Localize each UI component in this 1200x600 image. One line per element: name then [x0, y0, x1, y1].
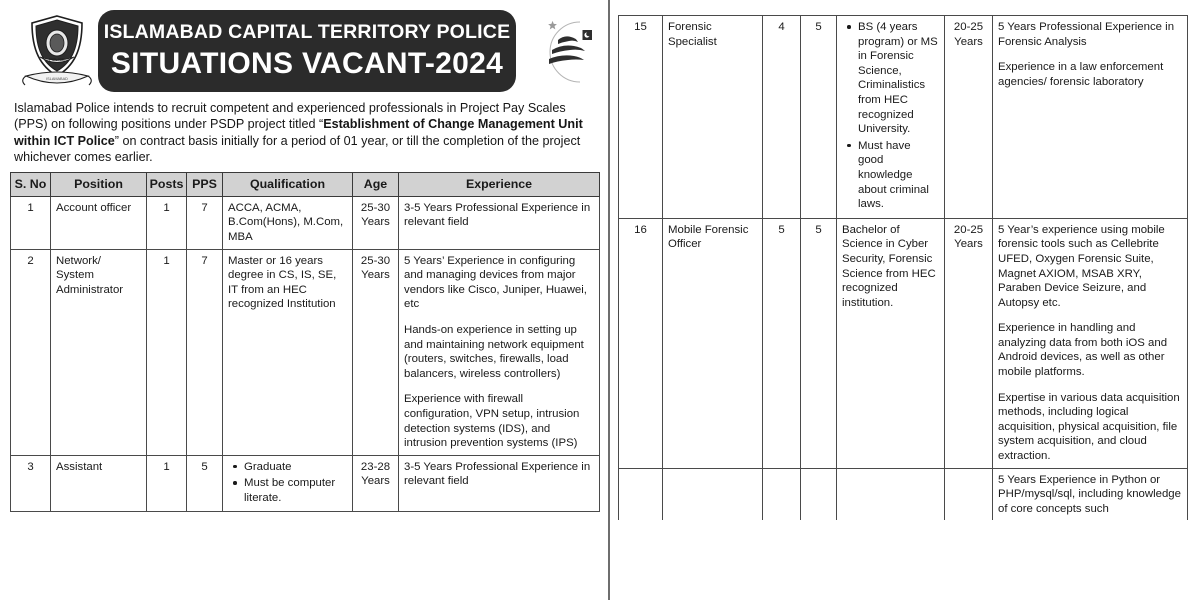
advertisement-title: SITUATIONS VACANT-2024: [110, 46, 504, 80]
cell-posts: 1: [147, 455, 187, 512]
table-row: [619, 468, 1188, 520]
cell-sno: 1: [11, 196, 51, 249]
cell-pps: 7: [187, 249, 223, 455]
cell-age: 25-30 Years: [353, 249, 399, 455]
experience-paragraph: 5 Years Professional Experience in Forensic Analysis: [998, 21, 1175, 48]
cell-posts: 5: [763, 218, 801, 468]
column-header-experience: Experience: [399, 173, 600, 197]
cell-qualification: Master or 16 years degree in CS, IS, SE, IT from an HEC recognized Institution: [223, 249, 353, 455]
cell-position: Account officer: [51, 196, 147, 249]
cell-position: Network/ System Administrator: [51, 249, 147, 455]
cell-pps: 5: [187, 455, 223, 512]
cell-experience: [399, 455, 600, 512]
cell-pps: 7: [187, 196, 223, 249]
intro-quote-open: “: [318, 117, 324, 132]
experience-paragraph: Hands-on experience in setting up and maintaining network equipment (routers, switches, firewalls, load balancers, wireless controllers): [404, 323, 584, 380]
table-row: [619, 218, 1188, 468]
cell-posts: [763, 468, 801, 520]
qualification-bullet: Must have good knowledge about criminal laws.: [858, 139, 939, 212]
right-column: [610, 0, 1200, 600]
column-header-qualification: Qualification: [223, 173, 353, 197]
cell-age: [945, 468, 993, 520]
project-title-bold: Establishment of Change Management Unit within ICT Police: [14, 117, 583, 148]
cell-age: 20-25 Years: [945, 16, 993, 219]
masthead: [10, 8, 600, 94]
cell-position: Forensic Specialist: [663, 16, 763, 219]
table-row: [11, 455, 600, 512]
table-row: [11, 249, 600, 455]
svg-text:POLICE: POLICE: [48, 57, 66, 62]
column-header-sno: S. No: [11, 173, 51, 197]
cell-experience: [993, 468, 1188, 520]
intro-text-part2: on contract basis initially for a period of 01 year, or till the completion of the project whichever comes earlier.: [14, 133, 581, 164]
cell-qualification: [223, 455, 353, 512]
column-header-age: Age: [353, 173, 399, 197]
svg-text:ISLAMABAD: ISLAMABAD: [46, 77, 68, 81]
experience-paragraph: Experience in handling and analyzing data from both iOS and Android devices, as well as other mobile platforms.: [998, 322, 1168, 379]
intro-text-part1: Islamabad Police intends to recruit competent and experienced professionals in Project Pay Scales (PPS) on following positions under PSDP project titled: [14, 101, 566, 132]
cell-experience: [993, 218, 1188, 468]
experience-paragraph: Expertise in various data acquisition methods, including logical acquisition, physical acquisition, file system acquisition, and cloud extraction.: [998, 391, 1180, 463]
cell-experience: [993, 16, 1188, 219]
jobs-table-right-wrapper: [618, 8, 1188, 520]
cell-posts: 4: [763, 16, 801, 219]
column-header-posts: Posts: [147, 173, 187, 197]
title-banner: [98, 10, 516, 92]
table-row: [11, 196, 600, 249]
cell-qualification: [837, 16, 945, 219]
cell-sno: [619, 468, 663, 520]
table-row: [619, 16, 1188, 219]
cell-sno: 3: [11, 455, 51, 512]
experience-paragraph: Experience with firewall configuration, VPN setup, intrusion detection systems (IDS), and intrusion prevention systems (IPS): [404, 393, 580, 450]
cell-experience: [399, 249, 600, 455]
jobs-table-left: [10, 172, 600, 512]
cell-experience: [399, 196, 600, 249]
cell-position: [663, 468, 763, 520]
table-header-row: [11, 173, 600, 197]
azm-e-istehkam-logo-icon: [522, 14, 604, 90]
experience-paragraph: 5 Year’s experience using mobile forensic tools such as Cellebrite UFED, Oxygen Forensic Suite, Magnet AXIOM, MSAB XRY, Paraben Device Seizure, and Autopsy etc.: [998, 223, 1165, 309]
cell-age: 25-30 Years: [353, 196, 399, 249]
qualification-bullet-list: [842, 20, 939, 212]
qualification-bullet: Must be computer literate.: [244, 476, 347, 505]
cell-position: Mobile Forensic Officer: [663, 218, 763, 468]
cell-sno: 16: [619, 218, 663, 468]
column-header-pps: PPS: [187, 173, 223, 197]
cell-pps: 5: [801, 218, 837, 468]
experience-paragraph: 3-5 Years Professional Experience in relevant field: [404, 201, 591, 229]
cell-sno: 15: [619, 16, 663, 219]
jobs-table-right: [618, 15, 1188, 520]
police-shield-emblem-icon: [18, 10, 96, 94]
cell-position: Assistant: [51, 455, 147, 512]
column-header-position: Position: [51, 173, 147, 197]
jobs-table-right-body: [619, 16, 1188, 521]
intro-quote-close: ”: [114, 133, 119, 148]
organisation-title: ISLAMABAD CAPITAL TERRITORY POLICE: [103, 21, 511, 44]
experience-paragraph: 5 Years’ Experience in configuring and managing devices from major vendors like Cisco, Juniper, Huawei, etc: [404, 254, 587, 311]
qualification-bullet: BS (4 years program) or MS in Forensic Science, Criminalistics from HEC recognized University.: [858, 21, 938, 136]
jobs-table-left-wrapper: [10, 165, 600, 512]
jobs-table-left-body: [11, 196, 600, 512]
cell-pps: [801, 468, 837, 520]
experience-paragraph: 5 Years Experience in Python or PHP/mysql/sql, including knowledge of core concepts such: [998, 473, 1181, 515]
cell-age: 20-25 Years: [945, 218, 993, 468]
experience-paragraph: 3-5 Years Professional Experience in relevant field: [404, 460, 591, 488]
cell-posts: 1: [147, 249, 187, 455]
qualification-bullet-list: [228, 460, 347, 506]
cell-age: 23-28 Years: [353, 455, 399, 512]
intro-paragraph: [14, 100, 598, 165]
qualification-bullet: Graduate: [244, 460, 347, 475]
cell-qualification: Bachelor of Science in Cyber Security, Forensic Science from HEC recognized institution.: [837, 218, 945, 468]
cell-qualification: [837, 468, 945, 520]
cell-sno: 2: [11, 249, 51, 455]
cell-qualification: ACCA, ACMA, B.Com(Hons), M.Com, MBA: [223, 196, 353, 249]
experience-paragraph: Experience in a law enforcement agencies/ forensic laboratory: [998, 61, 1164, 88]
cell-pps: 5: [801, 16, 837, 219]
cell-posts: 1: [147, 196, 187, 249]
